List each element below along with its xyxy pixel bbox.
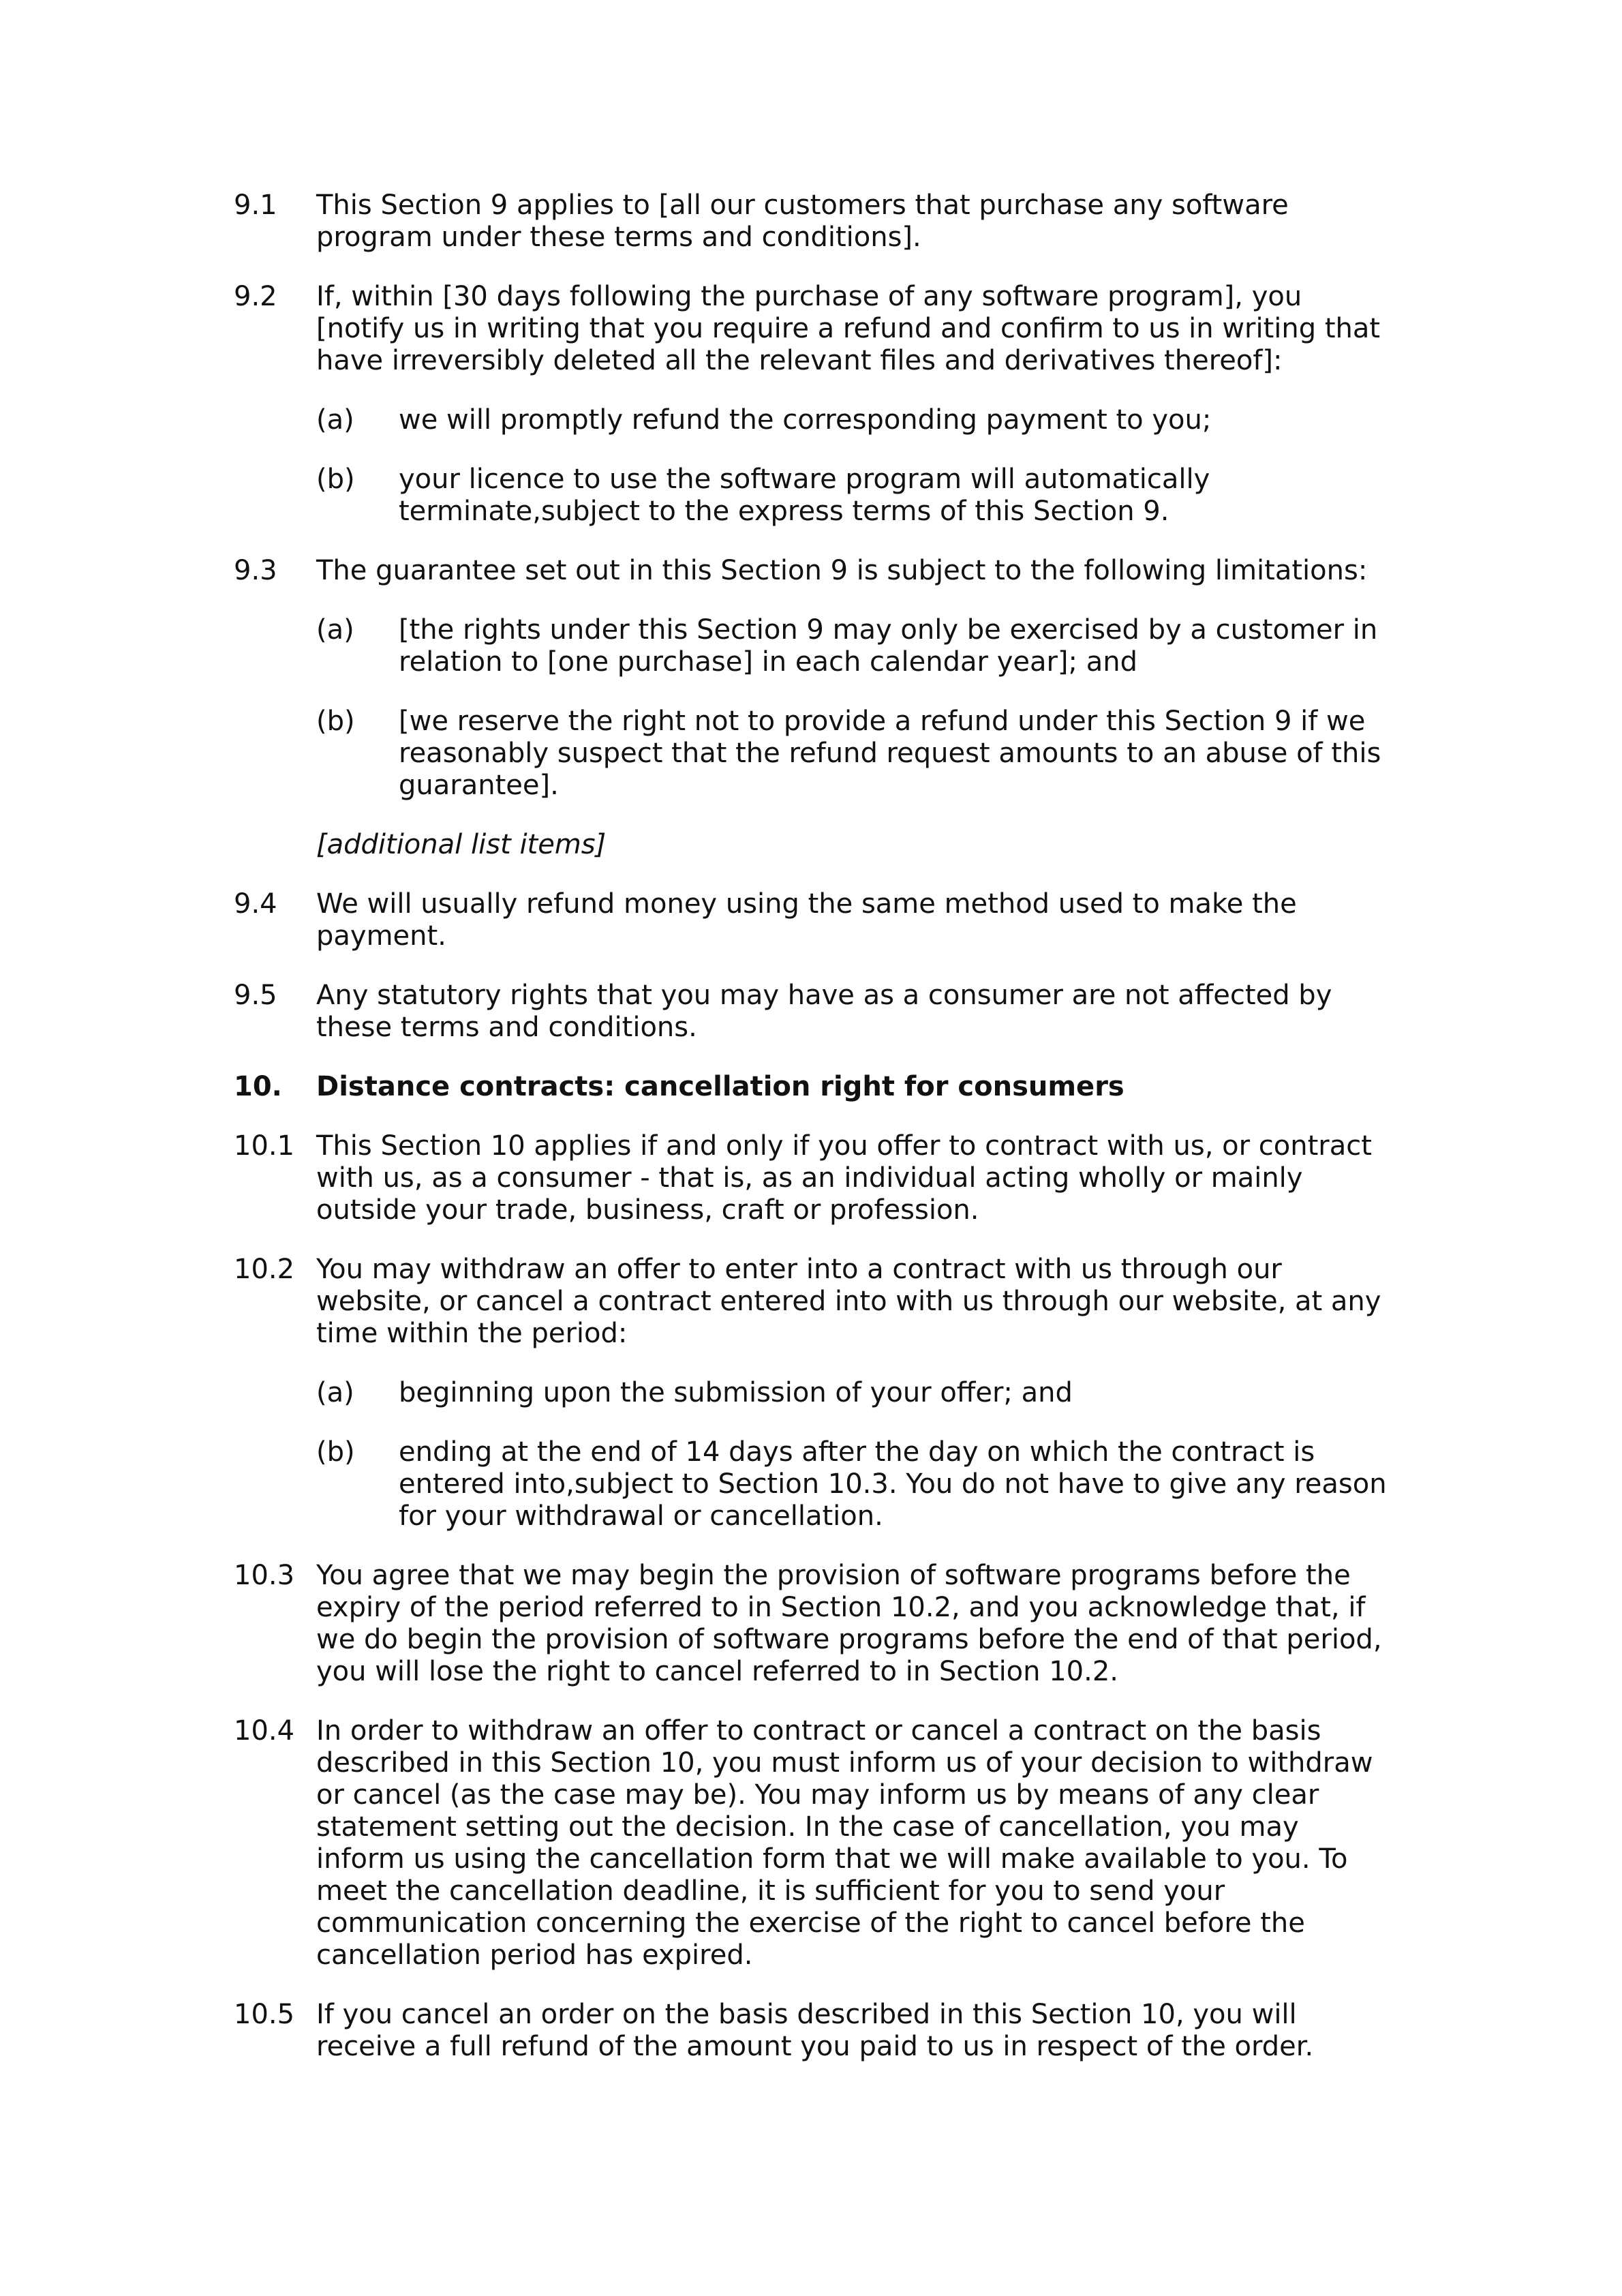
section-number: 10. (234, 1071, 282, 1102)
clause-9-2 (234, 281, 1392, 377)
clause-9-3-a (316, 614, 1392, 678)
clause-text: The guarantee set out in this Section 9 is subject to the following limitations: (316, 555, 1368, 586)
clause-number: 9.1 (234, 190, 277, 221)
list-item-text: ending at the end of 14 days after the day on which the contract is entered into,subject to Section 10.3. You do not have to give any reason for your withdrawal or cancellation. (399, 1436, 1387, 1532)
clause-number: 10.3 (234, 1560, 295, 1591)
clause-10-3 (234, 1560, 1392, 1688)
list-item-label: (b) (316, 706, 355, 737)
clause-number: 10.5 (234, 1999, 295, 2030)
clause-number: 9.4 (234, 888, 277, 920)
clause-number: 10.1 (234, 1130, 295, 1162)
clause-text: If, within [30 days following the purchase of any software program], you [notify us in writing that you require a refund and confirm to us in writing that have irreversibly deleted all the relevant files and derivatives thereof]: (316, 281, 1381, 376)
list-item-text: beginning upon the submission of your offer; and (399, 1377, 1073, 1408)
list-item-label: (b) (316, 1436, 355, 1468)
clause-10-1 (234, 1130, 1392, 1226)
clause-10-2 (234, 1254, 1392, 1350)
list-item-text: [we reserve the right not to provide a refund under this Section 9 if we reasonably suspect that the refund request amounts to an abuse of this guarantee]. (399, 706, 1381, 801)
clause-9-3 (234, 555, 1392, 587)
list-item-label: (a) (316, 614, 354, 646)
clause-number: 10.4 (234, 1715, 295, 1747)
clause-10-2-a (316, 1377, 1392, 1409)
section-title: Distance contracts: cancellation right for consumers (316, 1071, 1124, 1102)
list-item-text: [the rights under this Section 9 may only be exercised by a customer in relation to [one purchase] in each calendar year]; and (399, 614, 1378, 678)
clause-text: You agree that we may begin the provision of software programs before the expiry of the period referred to in Section 10.2, and you acknowledge that, if we do begin the provision of software programs before the end of that period, you will lose the right to cancel referred to in Section 10.2. (316, 1560, 1382, 1687)
clause-number: 9.2 (234, 281, 277, 312)
clause-number: 10.2 (234, 1254, 295, 1285)
clause-9-2-a (316, 404, 1392, 436)
clause-10-4 (234, 1715, 1392, 1972)
clause-number: 9.5 (234, 980, 277, 1011)
clause-9-2-b (316, 464, 1392, 528)
clause-text: Any statutory rights that you may have as a consumer are not affected by these terms and conditions. (316, 980, 1332, 1043)
clause-9-4 (234, 888, 1392, 952)
clause-text: You may withdraw an offer to enter into a contract with us through our website, or cancel a contract entered into with us through our website, at any time within the period: (316, 1254, 1381, 1349)
clause-9-3-b (316, 706, 1392, 802)
clause-number: 9.3 (234, 555, 277, 586)
clause-text: This Section 10 applies if and only if you offer to contract with us, or contract with us, as a consumer - that is, as an individual acting wholly or mainly outside your trade, business, craft or profession. (316, 1130, 1372, 1226)
clause-9-1 (234, 190, 1392, 254)
list-item-label: (b) (316, 464, 355, 495)
clause-text: We will usually refund money using the same method used to make the payment. (316, 888, 1297, 952)
list-item-label: (a) (316, 1377, 354, 1408)
additional-items-note: [additional list items] (316, 829, 607, 860)
list-item-label: (a) (316, 404, 354, 436)
list-item-text: we will promptly refund the corresponding payment to you; (399, 404, 1212, 436)
clause-text: In order to withdraw an offer to contract or cancel a contract on the basis described in this Section 10, you must inform us of your decision to withdraw or cancel (as the case may be). You may inform us by means of any clear statement setting out the decision. In the case of cancellation, you may inform us using the cancellation form that we will make available to you. To meet the cancellation deadline, it is sufficient for you to send your communication concerning the exercise of the right to cancel before the cancellation period has expired. (316, 1715, 1373, 1971)
clause-text: This Section 9 applies to [all our customers that purchase any software program under these terms and conditions]. (316, 190, 1289, 253)
clause-9-5 (234, 980, 1392, 1044)
clause-text: If you cancel an order on the basis described in this Section 10, you will receive a full refund of the amount you paid to us in respect of the order. (316, 1999, 1314, 2062)
section-10-heading (234, 1071, 1392, 1103)
document-body (234, 190, 1392, 2090)
clause-10-5 (234, 1999, 1392, 2063)
clause-10-2-b (316, 1436, 1392, 1532)
list-item-text: your licence to use the software program will automatically terminate,subject to the express terms of this Section 9. (399, 464, 1210, 527)
